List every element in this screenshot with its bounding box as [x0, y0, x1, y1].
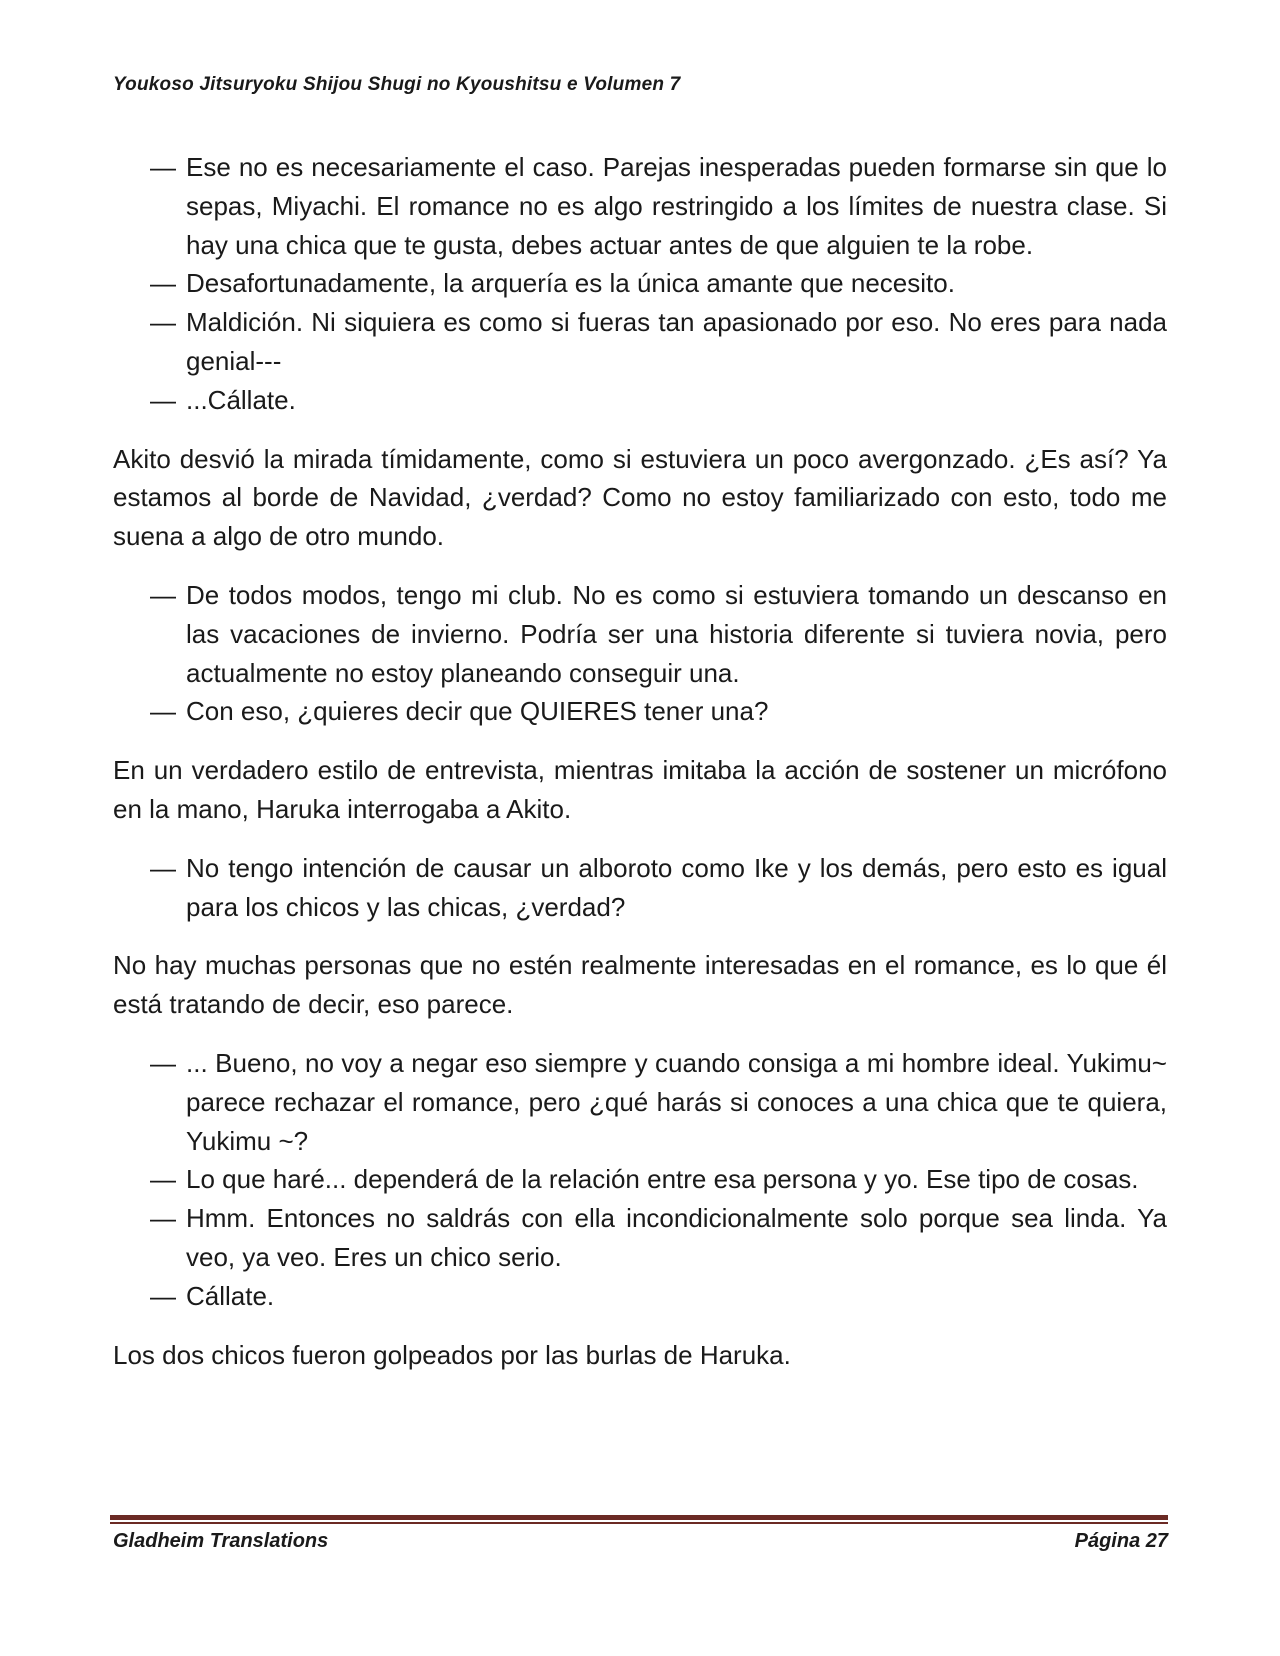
narration-paragraph-3: No hay muchas personas que no estén realmente interesadas en el romance, es lo que él está tratando de decir, eso parece.	[113, 950, 1167, 1020]
dialogue-line	[113, 1160, 1167, 1199]
footer-divider-thin	[110, 1522, 1168, 1524]
dialogue-text: ... Bueno, no voy a negar eso siempre y cuando consiga a mi hombre ideal. Yukimu~ parece rechazar el romance, pero ¿qué harás si conoces a una chica que te quiera, Yukimu ~?	[186, 1047, 1167, 1156]
dialogue-text: Desafortunadamente, la arquería es la única amante que necesito.	[186, 268, 955, 299]
dialogue-dash: —	[150, 579, 176, 610]
dialogue-dash: —	[150, 268, 176, 299]
dialogue-dash: —	[150, 1280, 176, 1311]
dialogue-text: Hmm. Entonces no saldrás con ella incondicionalmente solo porque sea linda. Ya veo, ya veo. Eres un chico serio.	[186, 1203, 1167, 1272]
dialogue-dash: —	[150, 384, 176, 415]
dialogue-line	[113, 1044, 1167, 1160]
dialogue-group-4	[113, 1044, 1167, 1316]
narration-paragraph-4: Los dos chicos fueron golpeados por las burlas de Haruka.	[113, 1339, 791, 1370]
dialogue-text: Cállate.	[186, 1280, 275, 1311]
dialogue-line	[113, 264, 1167, 303]
dialogue-group-3	[113, 849, 1167, 927]
page-header-title: Youkoso Jitsuryoku Shijou Shugi no Kyoushitsu e Volumen 7	[113, 74, 681, 95]
dialogue-text: De todos modos, tengo mi club. No es como si estuviera tomando un descanso en las vacaciones de invierno. Podría ser una historia diferente si tuviera novia, pero actualmente no estoy planeando conseguir una.	[186, 579, 1167, 688]
dialogue-text: No tengo intención de causar un alboroto como Ike y los demás, pero esto es igual para los chicos y las chicas, ¿verdad?	[186, 852, 1167, 922]
dialogue-group-2	[113, 576, 1167, 731]
dialogue-line	[113, 692, 1167, 731]
dialogue-text: Maldición. Ni siquiera es como si fueras tan apasionado por eso. No eres para nada genial---	[186, 307, 1167, 376]
dialogue-line	[113, 1277, 1167, 1316]
dialogue-group-1	[113, 148, 1167, 420]
dialogue-dash: —	[150, 852, 176, 883]
footer-divider	[110, 1515, 1168, 1524]
dialogue-line	[113, 576, 1167, 692]
footer-page-number: Página 27	[1074, 1530, 1168, 1552]
dialogue-text: Con eso, ¿quieres decir que QUIERES tener una?	[186, 696, 769, 727]
dialogue-line	[113, 303, 1167, 381]
narration-paragraph-2: En un verdadero estilo de entrevista, mientras imitaba la acción de sostener un micrófono en la mano, Haruka interrogaba a Akito.	[113, 755, 1167, 824]
footer-translator-credit: Gladheim Translations	[113, 1530, 329, 1552]
dialogue-line	[113, 381, 1167, 420]
dialogue-dash: —	[150, 152, 176, 182]
dialogue-dash: —	[150, 307, 176, 338]
page-body	[113, 148, 1167, 1394]
narration-paragraph-1: Akito desvió la mirada tímidamente, como si estuviera un poco avergonzado. ¿Es así? Ya estamos al borde de Navidad, ¿verdad? Como no estoy familiarizado con esto, todo me suena a algo de otro mundo.	[113, 443, 1167, 552]
dialogue-dash: —	[150, 1047, 176, 1078]
dialogue-dash: —	[150, 1164, 176, 1195]
dialogue-text: Ese no es necesariamente el caso. Parejas inesperadas pueden formarse sin que lo sepas, Miyachi. El romance no es algo restringido a los límites de nuestra clase. Si hay una chica que te gusta, debes actuar antes de que alguien te la robe.	[186, 152, 1167, 260]
dialogue-text: Lo que haré... dependerá de la relación entre esa persona y yo. Ese tipo de cosas.	[186, 1164, 1139, 1195]
dialogue-line	[113, 1199, 1167, 1277]
dialogue-line	[113, 148, 1167, 264]
dialogue-dash: —	[150, 696, 176, 727]
dialogue-text: ...Cállate.	[186, 384, 296, 415]
dialogue-dash: —	[150, 1203, 176, 1234]
dialogue-line	[113, 849, 1167, 927]
